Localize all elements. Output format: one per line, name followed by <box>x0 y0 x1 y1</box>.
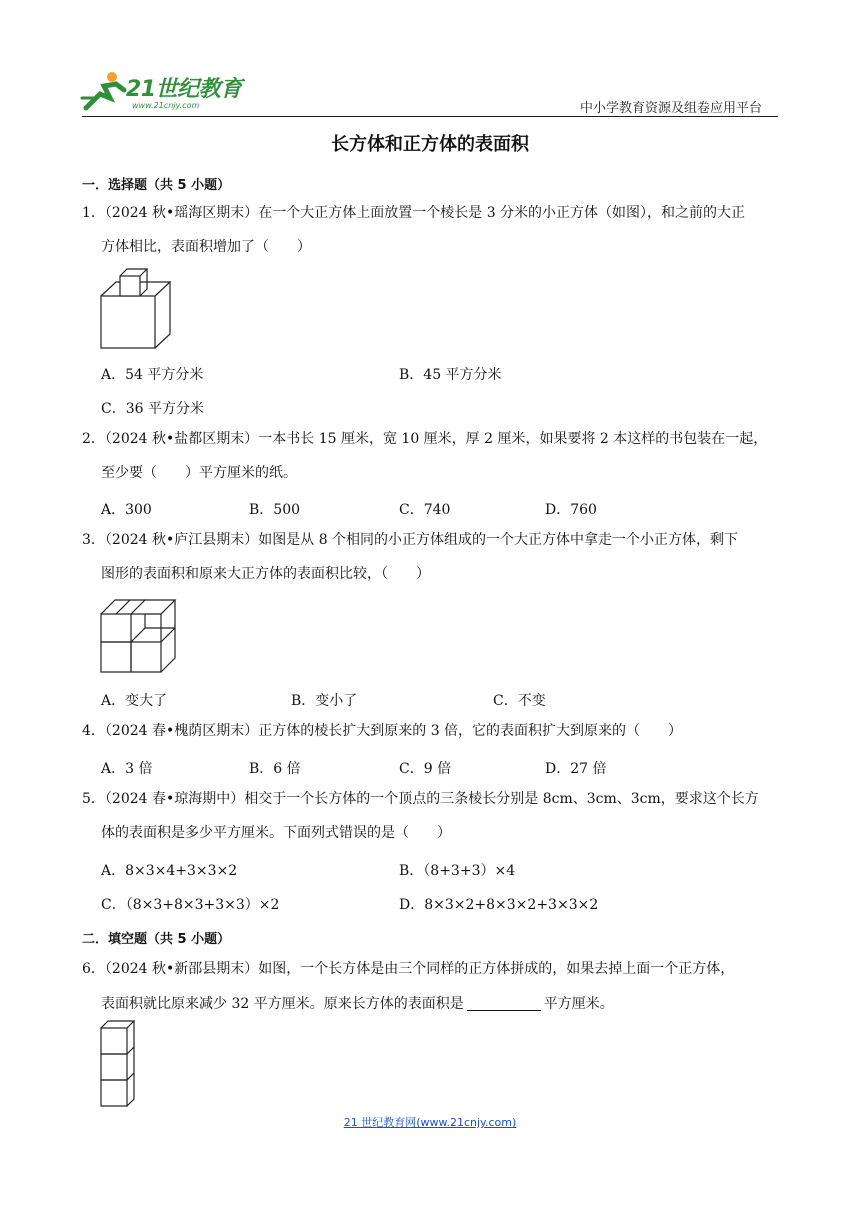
question-5-option-a[interactable]: A．8×3×4+3×3×2 <box>101 863 238 879</box>
question-6-prompt: 表面积就比原来减少 32 平方厘米。原来长方体的表面积是 <box>101 996 464 1012</box>
runner-logo-icon <box>80 68 130 114</box>
page-title: 长方体和正方体的表面积 <box>331 134 529 155</box>
question-4-option-a[interactable]: A．3 倍 <box>101 761 153 777</box>
question-2-option-b[interactable]: B．500 <box>249 502 301 518</box>
footer-link[interactable]: 21 世纪教育网(www.21cnjy.com) <box>343 1116 517 1129</box>
question-4-option-c[interactable]: C．9 倍 <box>399 761 452 777</box>
section-heading-choice: 一．选择题（共 5 小题） <box>82 178 231 193</box>
question-1-option-c[interactable]: C．36 平方分米 <box>101 401 204 417</box>
question-5-option-c[interactable]: C．（8×3+8×3+3×3）×2 <box>101 897 280 913</box>
header-divider <box>82 116 778 117</box>
question-4-option-b[interactable]: B．6 倍 <box>249 761 301 777</box>
question-5-option-b[interactable]: B．（8+3+3）×4 <box>399 863 516 879</box>
question-5-text-cont: 体的表面积是多少平方厘米。下面列式错误的是（ ） <box>101 825 451 841</box>
question-2-text: 2．（2024 秋•盐都区期末）一本书长 15 厘米，宽 10 厘米，厚 2 厘米，如果要将 2 本这样的书包装在一起， <box>82 431 768 447</box>
question-4-option-d[interactable]: D．27 倍 <box>545 761 607 777</box>
question-2-option-c[interactable]: C．740 <box>399 502 451 518</box>
platform-label: 中小学教育资源及组卷应用平台 <box>580 101 763 116</box>
question-3-text-cont: 图形的表面积和原来大正方体的表面积比较，（ ） <box>101 566 430 582</box>
question-6-text-cont <box>101 996 614 1011</box>
question-6-figure <box>100 1020 136 1110</box>
logo-url: www.21cnjy.com <box>132 101 200 110</box>
question-6-answer-blank[interactable] <box>467 996 541 1011</box>
question-3-option-b[interactable]: B．变小了 <box>291 693 358 709</box>
question-5-text: 5．（2024 春•琼海期中）相交于一个长方体的一个顶点的三条棱长分别是 8cm、3cm、3cm，要求这个长方 <box>82 791 759 807</box>
question-1-figure <box>100 268 172 350</box>
question-3-option-a[interactable]: A．变大了 <box>101 693 168 709</box>
question-5-option-d[interactable]: D．8×3×2+8×3×2+3×3×2 <box>399 897 599 913</box>
question-6-text: 6．（2024 秋•新邵县期末）如图，一个长方体是由三个同样的正方体拼成的，如果去掉上面一个正方体， <box>82 961 735 977</box>
question-2-option-d[interactable]: D．760 <box>545 502 597 518</box>
question-4-text: 4．（2024 春•槐荫区期末）正方体的棱长扩大到原来的 3 倍，它的表面积扩大到原来的（ ） <box>82 723 683 739</box>
question-3-figure <box>100 596 180 676</box>
question-1-option-a[interactable]: A．54 平方分米 <box>101 367 204 383</box>
question-3-text: 3．（2024 秋•庐江县期末）如图是从 8 个相同的小正方体组成的一个大正方体中拿走一个小正方体，剩下 <box>82 532 739 548</box>
question-1-text-cont: 方体相比，表面积增加了（ ） <box>101 239 311 255</box>
question-3-option-c[interactable]: C．不变 <box>493 693 546 709</box>
question-2-option-a[interactable]: A．300 <box>101 502 152 518</box>
question-1-option-b[interactable]: B．45 平方分米 <box>399 367 502 383</box>
question-1-text: 1．（2024 秋•瑶海区期末）在一个大正方体上面放置一个棱长是 3 分米的小正方体（如图），和之前的大正 <box>82 205 746 221</box>
logo-text: 21世纪教育 <box>126 77 242 102</box>
question-2-text-cont: 至少要（ ）平方厘米的纸。 <box>101 465 297 481</box>
section-heading-fill: 二．填空题（共 5 小题） <box>82 932 231 947</box>
question-6-unit: 平方厘米。 <box>543 996 614 1012</box>
